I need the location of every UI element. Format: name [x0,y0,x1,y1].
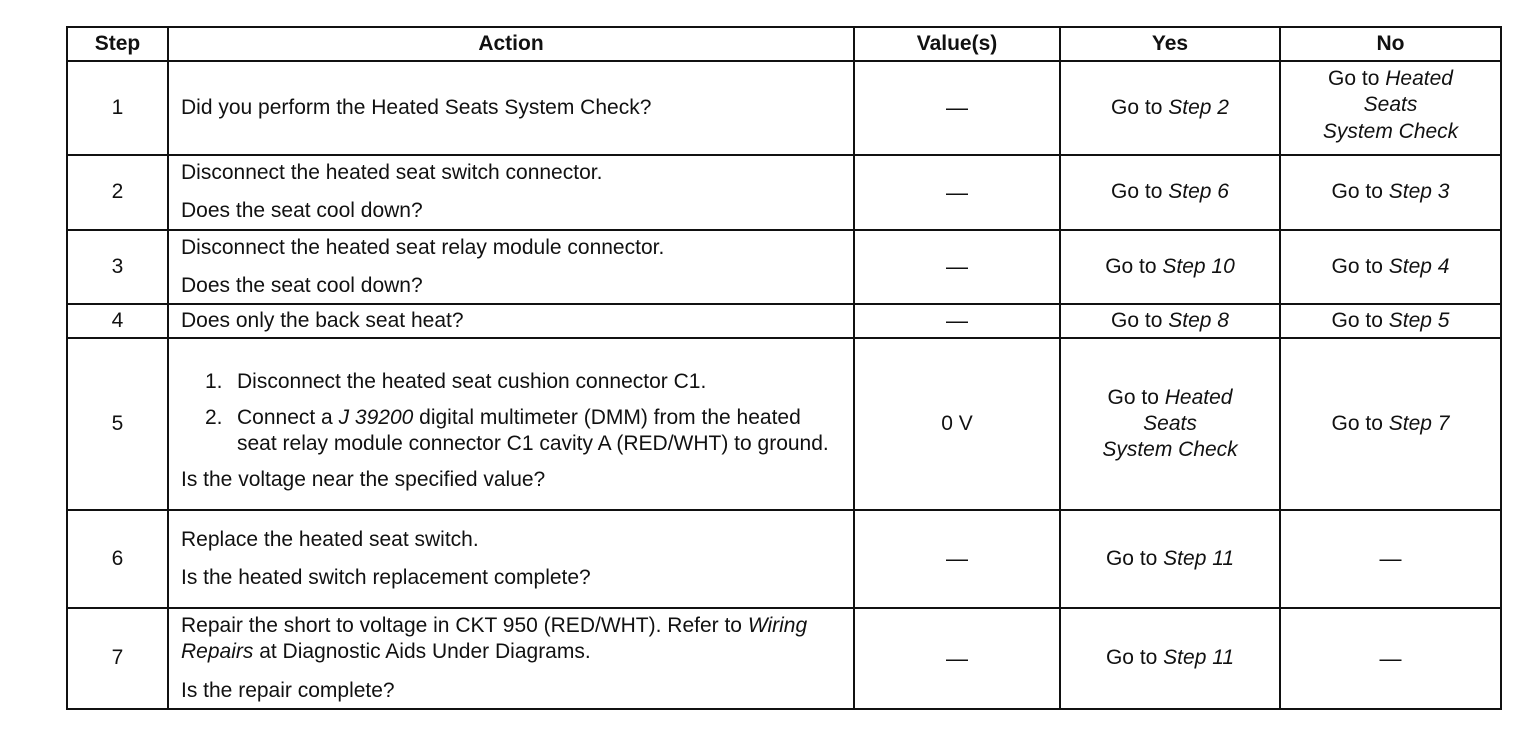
action-cell [168,608,854,709]
no-cell [1280,338,1501,510]
yes-link[interactable]: Step 8 [1168,308,1229,332]
no-prefix: Go to [1331,180,1389,204]
step-number: 4 [67,304,168,338]
no-link-line-2[interactable]: Seats [1363,93,1418,117]
header-no: No [1280,27,1501,61]
value-cell: — [854,608,1060,709]
yes-cell [1060,510,1280,608]
header-step: Step [67,27,168,61]
yes-link[interactable]: Heated [1164,385,1233,409]
action-cell [168,230,854,305]
step-number: 7 [67,608,168,709]
action-text: Did you perform the Heated Seats System Check? [181,95,652,119]
no-cell: — [1280,510,1501,608]
yes-cell [1060,61,1280,155]
substep-list [181,369,841,458]
yes-cell [1060,338,1280,510]
table-row [67,155,1501,230]
header-row [67,27,1501,61]
yes-prefix: Go to [1111,180,1169,204]
no-link[interactable]: Step 7 [1388,411,1450,435]
table-row [67,230,1501,305]
action-question: Does the seat cool down? [181,199,423,223]
substep-text-post: digital multimeter (DMM) from the heated seat relay module connector C1 cavity A (RED/WHT) to ground. [237,405,829,455]
action-question: Does only the back seat heat? [181,308,464,332]
action-text: Replace the heated seat switch. [181,527,479,551]
yes-cell [1060,155,1280,230]
action-question: Does the seat cool down? [181,273,423,297]
no-link[interactable]: Step 4 [1388,254,1450,278]
no-prefix: Go to [1331,254,1389,278]
step-number: 2 [67,155,168,230]
action-cell [168,510,854,608]
no-link[interactable]: Step 3 [1388,180,1450,204]
substep-number: 2. [205,405,223,429]
yes-link[interactable]: Step 11 [1163,646,1235,670]
no-link-line-3[interactable]: System Check [1322,119,1459,143]
action-text-pre: Repair the short to voltage in CKT 950 (RED/WHT). Refer to [181,614,748,637]
header-values: Value(s) [854,27,1060,61]
no-link[interactable]: Heated [1385,67,1453,90]
yes-prefix: Go to [1107,385,1165,409]
step-number: 3 [67,230,168,305]
step-number: 1 [67,61,168,155]
no-prefix: Go to [1331,411,1389,435]
action-question: Is the repair complete? [181,678,395,702]
action-cell [168,304,854,338]
value-cell: — [854,155,1060,230]
header-yes: Yes [1060,27,1280,61]
no-cell [1280,304,1501,338]
substep-text-pre: Connect a [237,405,339,429]
action-text-post: at Diagnostic Aids Under Diagrams. [253,640,591,664]
value-cell: — [854,230,1060,305]
no-cell [1280,230,1501,305]
substep-text: Disconnect the heated seat cushion connector C1. [237,369,707,393]
step-number: 6 [67,510,168,608]
action-question: Is the heated switch replacement complete? [181,566,591,589]
value-cell: — [854,304,1060,338]
yes-link[interactable]: Step 10 [1162,254,1235,278]
yes-cell [1060,608,1280,709]
no-prefix: Go to [1331,308,1389,332]
substep-item [181,405,841,458]
no-link[interactable]: Step 5 [1388,308,1450,332]
action-cell [168,61,854,155]
wiring-repairs-reference[interactable]: Wiring Repairs [181,614,808,664]
no-cell [1280,155,1501,230]
header-action: Action [168,27,854,61]
action-text: Disconnect the heated seat relay module connector. [181,235,665,259]
substep-item [181,369,841,395]
substep-number: 1. [205,369,223,393]
yes-link[interactable]: Step 2 [1168,95,1229,119]
yes-cell [1060,304,1280,338]
value-cell: — [854,61,1060,155]
table-row [67,608,1501,709]
yes-cell [1060,230,1280,305]
table-row [67,338,1501,510]
no-cell [1280,61,1501,155]
yes-prefix: Go to [1105,546,1164,570]
action-cell [168,338,854,510]
yes-link-line-3[interactable]: System Check [1102,438,1238,462]
yes-link[interactable]: Step 11 [1163,546,1235,570]
yes-link-line-2[interactable]: Seats [1143,411,1197,435]
action-cell [168,155,854,230]
action-text [181,613,841,666]
value-cell: 0 V [854,338,1060,510]
no-cell: — [1280,608,1501,709]
step-number: 5 [67,338,168,510]
diagnostic-table [66,26,1502,710]
yes-prefix: Go to [1105,646,1164,670]
table-row [67,510,1501,608]
action-text: Disconnect the heated seat switch connector. [181,161,603,184]
yes-prefix: Go to [1111,308,1169,332]
value-cell: — [854,510,1060,608]
yes-prefix: Go to [1111,95,1169,119]
no-prefix: Go to [1328,67,1386,90]
yes-link[interactable]: Step 6 [1168,180,1229,204]
table-row [67,304,1501,338]
tool-reference[interactable]: J 39200 [338,405,414,429]
table-row [67,61,1501,155]
action-question: Is the voltage near the specified value? [181,468,546,492]
yes-prefix: Go to [1105,254,1163,278]
